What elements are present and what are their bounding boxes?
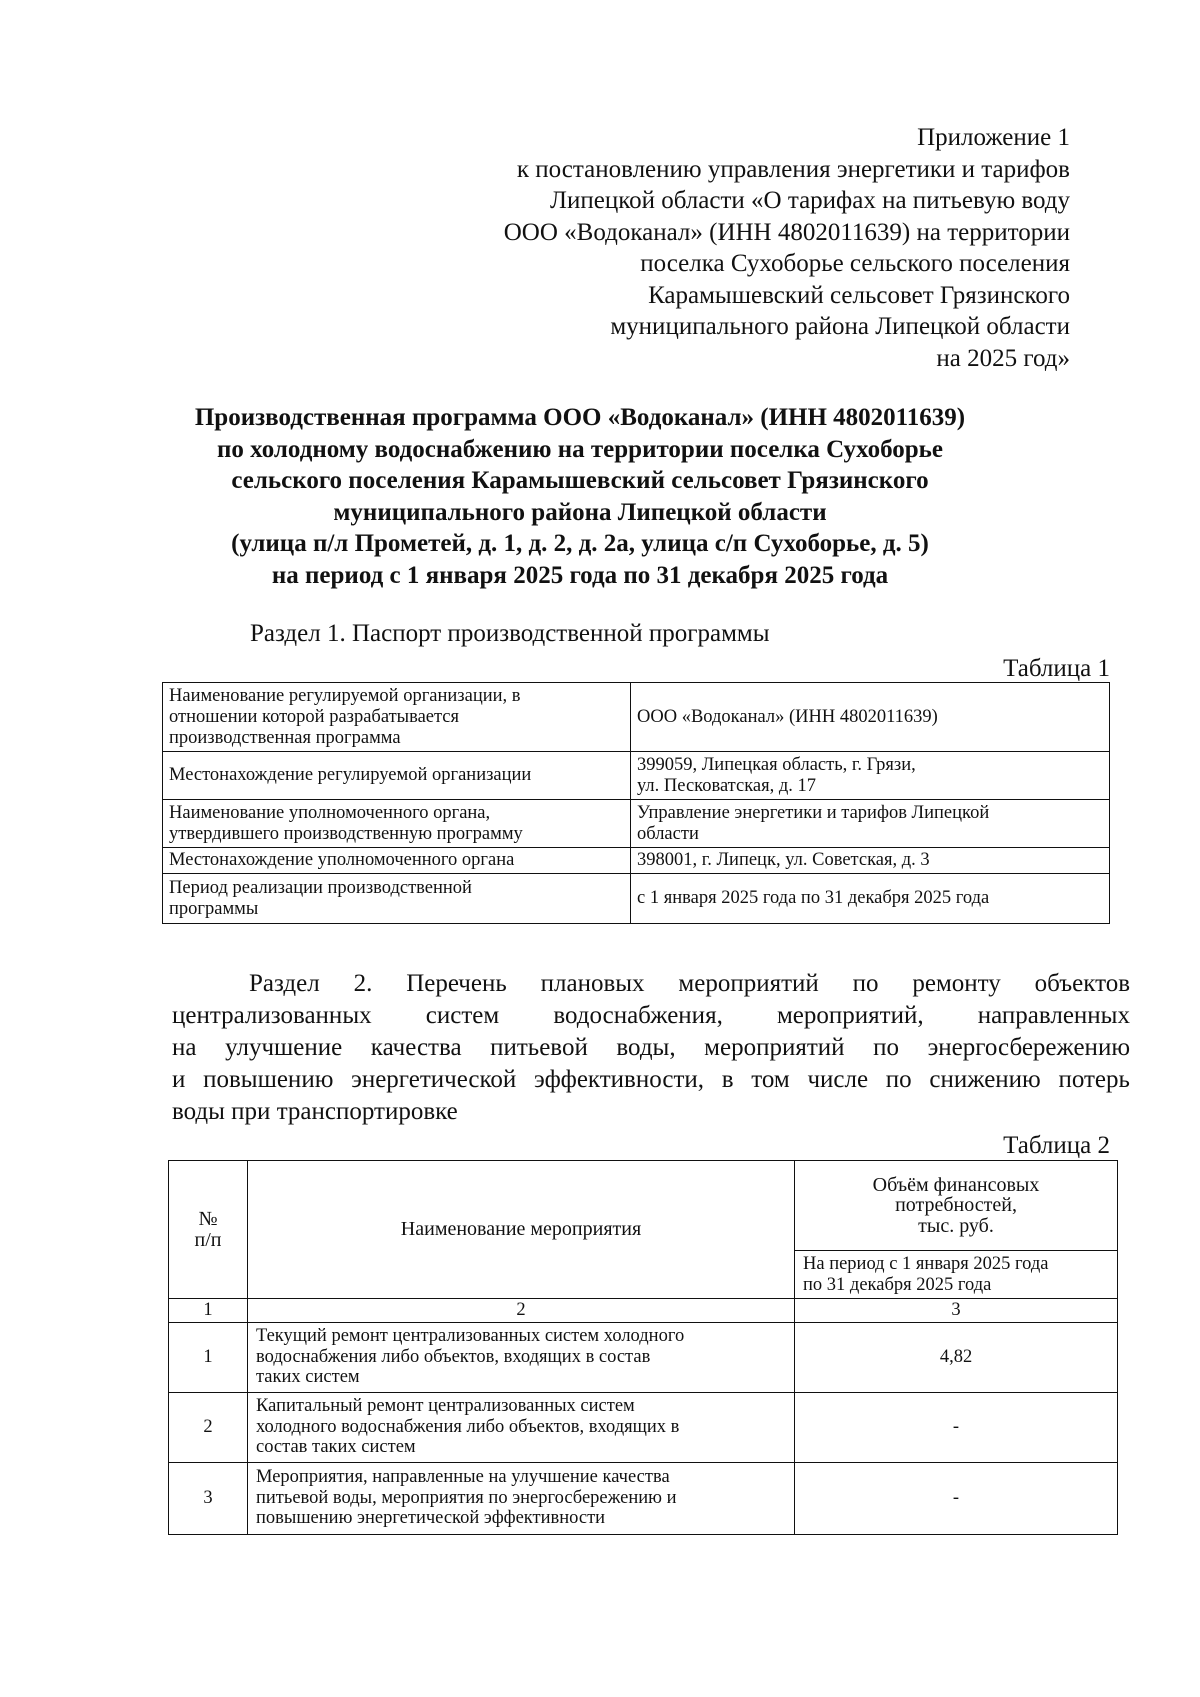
word: эффективности,: [534, 1066, 705, 1093]
passport-value-cell: [631, 874, 1110, 924]
word: повышению: [203, 1066, 334, 1093]
row-num-cell: 1: [169, 1322, 248, 1392]
header-name-cell: Наименование мероприятия: [248, 1161, 795, 1299]
table-row: [163, 683, 1110, 752]
section2-line: [172, 1000, 1130, 1032]
table2-label: Таблица 2: [1003, 1132, 1110, 1159]
table1-label: Таблица 1: [1003, 655, 1110, 682]
cell-line: повышению энергетической эффективности: [256, 1508, 606, 1529]
appendix-header: [430, 122, 1070, 374]
row-name-cell: [248, 1392, 795, 1462]
cell-line: питьевой воды, мероприятия по энергосбережению и: [256, 1487, 677, 1508]
row-num-cell: 3: [169, 1462, 248, 1534]
title-line: (улица п/л Прометей, д. 1, д. 2, д. 2а, улица с/п Сухоборье, д. 5): [231, 530, 929, 557]
row-value-cell: -: [795, 1462, 1118, 1534]
appendix-line: муниципального района Липецкой области: [610, 313, 1070, 340]
cell-line: производственная программа: [169, 727, 401, 748]
cell-line: тыс. руб.: [918, 1214, 994, 1237]
word: питьевой: [490, 1034, 588, 1061]
passport-value-cell: [631, 683, 1110, 752]
section2-heading: [172, 968, 1130, 1128]
cell-line: ул. Песковатская, д. 17: [637, 775, 817, 796]
word: по: [852, 970, 879, 997]
title-line: муниципального района Липецкой области: [333, 498, 827, 526]
word: числе: [807, 1066, 869, 1093]
header-period-cell: [795, 1251, 1118, 1299]
word: ремонту: [912, 970, 1001, 997]
word: улучшение: [225, 1034, 343, 1061]
title-line: Производственная программа ООО «Водоканал» (ИНН 4802011639): [194, 404, 966, 431]
word: мероприятий,: [776, 1002, 924, 1029]
cell-line: программы: [169, 898, 259, 919]
cell-line: п/п: [194, 1228, 222, 1251]
passport-label-cell: [163, 800, 631, 848]
header-num-cell: [169, 1161, 248, 1299]
table-row: [163, 848, 1110, 874]
table-row: [169, 1322, 1118, 1392]
word: централизованных: [172, 1002, 372, 1029]
word: энергосбережению: [927, 1034, 1130, 1061]
cell-line: Управление энергетики и тарифов Липецкой: [637, 802, 990, 823]
passport-value-cell: [631, 752, 1110, 800]
cell-line: 398001, г. Липецк, ул. Советская, д. 3: [637, 850, 930, 870]
word: качества: [370, 1034, 462, 1061]
cell-line: таких систем: [256, 1367, 360, 1388]
word: воды,: [616, 1034, 676, 1061]
appendix-line: на 2025 год»: [936, 344, 1070, 372]
passport-label-cell: [163, 848, 631, 874]
header-volume-cell: [795, 1161, 1118, 1251]
cell-line: состав таких систем: [256, 1437, 416, 1458]
word: в: [721, 1066, 734, 1093]
passport-label-cell: [163, 683, 631, 752]
passport-value-cell: [631, 800, 1110, 848]
passport-label-cell: [163, 752, 631, 800]
row-value-cell: 4,82: [795, 1322, 1118, 1392]
cell-line: области: [637, 823, 699, 844]
cell-line: Мероприятия, направленные на улучшение качества: [256, 1467, 670, 1488]
row-value-cell: -: [795, 1392, 1118, 1462]
row-name-cell: [248, 1462, 795, 1534]
table-row: [169, 1392, 1118, 1462]
row-num-cell: 2: [169, 1392, 248, 1462]
word: по: [873, 1034, 899, 1061]
cell-line: 399059, Липецкая область, г. Грязи,: [637, 754, 916, 775]
table-header-row: [169, 1161, 1118, 1251]
passport-label-cell: [163, 874, 631, 924]
table-row: [163, 800, 1110, 848]
cell-line: Объём финансовых: [872, 1173, 1040, 1196]
cell-line: потребностей,: [895, 1194, 1017, 1217]
word: плановых: [540, 970, 645, 997]
cell-line: На период с 1 января 2025 года: [803, 1254, 1049, 1274]
passport-table: [162, 682, 1110, 924]
appendix-line: Карамышевский сельсовет Грязинского: [648, 281, 1070, 309]
title-line: сельского поселения Карамышевский сельсовет Грязинского: [231, 467, 929, 494]
word: том: [751, 1066, 790, 1093]
word: Раздел: [249, 970, 320, 997]
word: и: [172, 1066, 186, 1093]
cell-line: Текущий ремонт централизованных систем холодного: [256, 1326, 685, 1347]
colnum-cell: 3: [795, 1299, 1118, 1323]
cell-line: Наименование уполномоченного органа,: [169, 802, 491, 823]
cell-line: с 1 января 2025 года по 31 декабря 2025 года: [637, 888, 990, 908]
row-name-cell: [248, 1322, 795, 1392]
word: на: [172, 1034, 197, 1061]
table-row: [163, 752, 1110, 800]
word: мероприятий: [678, 970, 819, 997]
section2-line: [172, 968, 1130, 1000]
cell-line: Местонахождение уполномоченного органа: [169, 850, 515, 870]
word: Перечень: [406, 970, 507, 997]
section2-line: [172, 1064, 1130, 1096]
passport-value-cell: [631, 848, 1110, 874]
appendix-line: ООО «Водоканал» (ИНН 4802011639) на территории: [503, 218, 1070, 246]
cell-line: Наименование регулируемой организации, в: [169, 685, 521, 706]
word: по: [885, 1066, 912, 1093]
word: водоснабжения,: [553, 1002, 723, 1029]
title-line: по холодному водоснабжению на территории поселка Сухоборье: [217, 435, 943, 463]
cell-line: ООО «Водоканал» (ИНН 4802011639): [637, 706, 938, 727]
section2-line: воды при транспортировке: [172, 1098, 458, 1125]
cell-line: Период реализации производственной: [169, 877, 472, 898]
word: потерь: [1058, 1066, 1130, 1093]
cell-line: водоснабжения либо объектов, входящих в состав: [256, 1346, 651, 1367]
word: снижению: [929, 1066, 1041, 1093]
cell-line: Капитальный ремонт централизованных систем: [256, 1396, 635, 1417]
appendix-line: к постановлению управления энергетики и тарифов: [516, 155, 1070, 183]
cell-line: по 31 декабря 2025 года: [803, 1274, 992, 1295]
appendix-line: поселка Сухоборье сельского поселения: [640, 250, 1070, 277]
word: систем: [425, 1002, 500, 1029]
table-row: [163, 874, 1110, 924]
colnum-cell: 1: [169, 1299, 248, 1323]
measures-table: [168, 1160, 1118, 1535]
colnum-cell: 2: [248, 1299, 795, 1323]
section1-heading: Раздел 1. Паспорт производственной программы: [250, 620, 770, 647]
word: энергетической: [351, 1066, 517, 1093]
title-line: на период с 1 января 2025 года по 31 декабря 2025 года: [271, 561, 889, 589]
program-title: [130, 402, 1030, 591]
word: объектов: [1034, 970, 1130, 997]
word: мероприятий: [704, 1034, 845, 1061]
table-row: [169, 1462, 1118, 1534]
cell-line: утвердившего производственную программу: [169, 823, 523, 844]
word: направленных: [977, 1002, 1130, 1029]
cell-line: холодного водоснабжения либо объектов, входящих в: [256, 1416, 680, 1437]
section2-line: [172, 1032, 1130, 1064]
appendix-line: Липецкой области «О тарифах на питьевую воду: [550, 187, 1070, 214]
word: 2.: [353, 970, 373, 997]
cell-line: Местонахождение регулируемой организации: [169, 765, 532, 785]
cell-line: №: [198, 1208, 218, 1230]
cell-line: отношении которой разрабатывается: [169, 706, 460, 727]
appendix-line: Приложение 1: [917, 124, 1070, 151]
table-colnum-row: [169, 1299, 1118, 1323]
